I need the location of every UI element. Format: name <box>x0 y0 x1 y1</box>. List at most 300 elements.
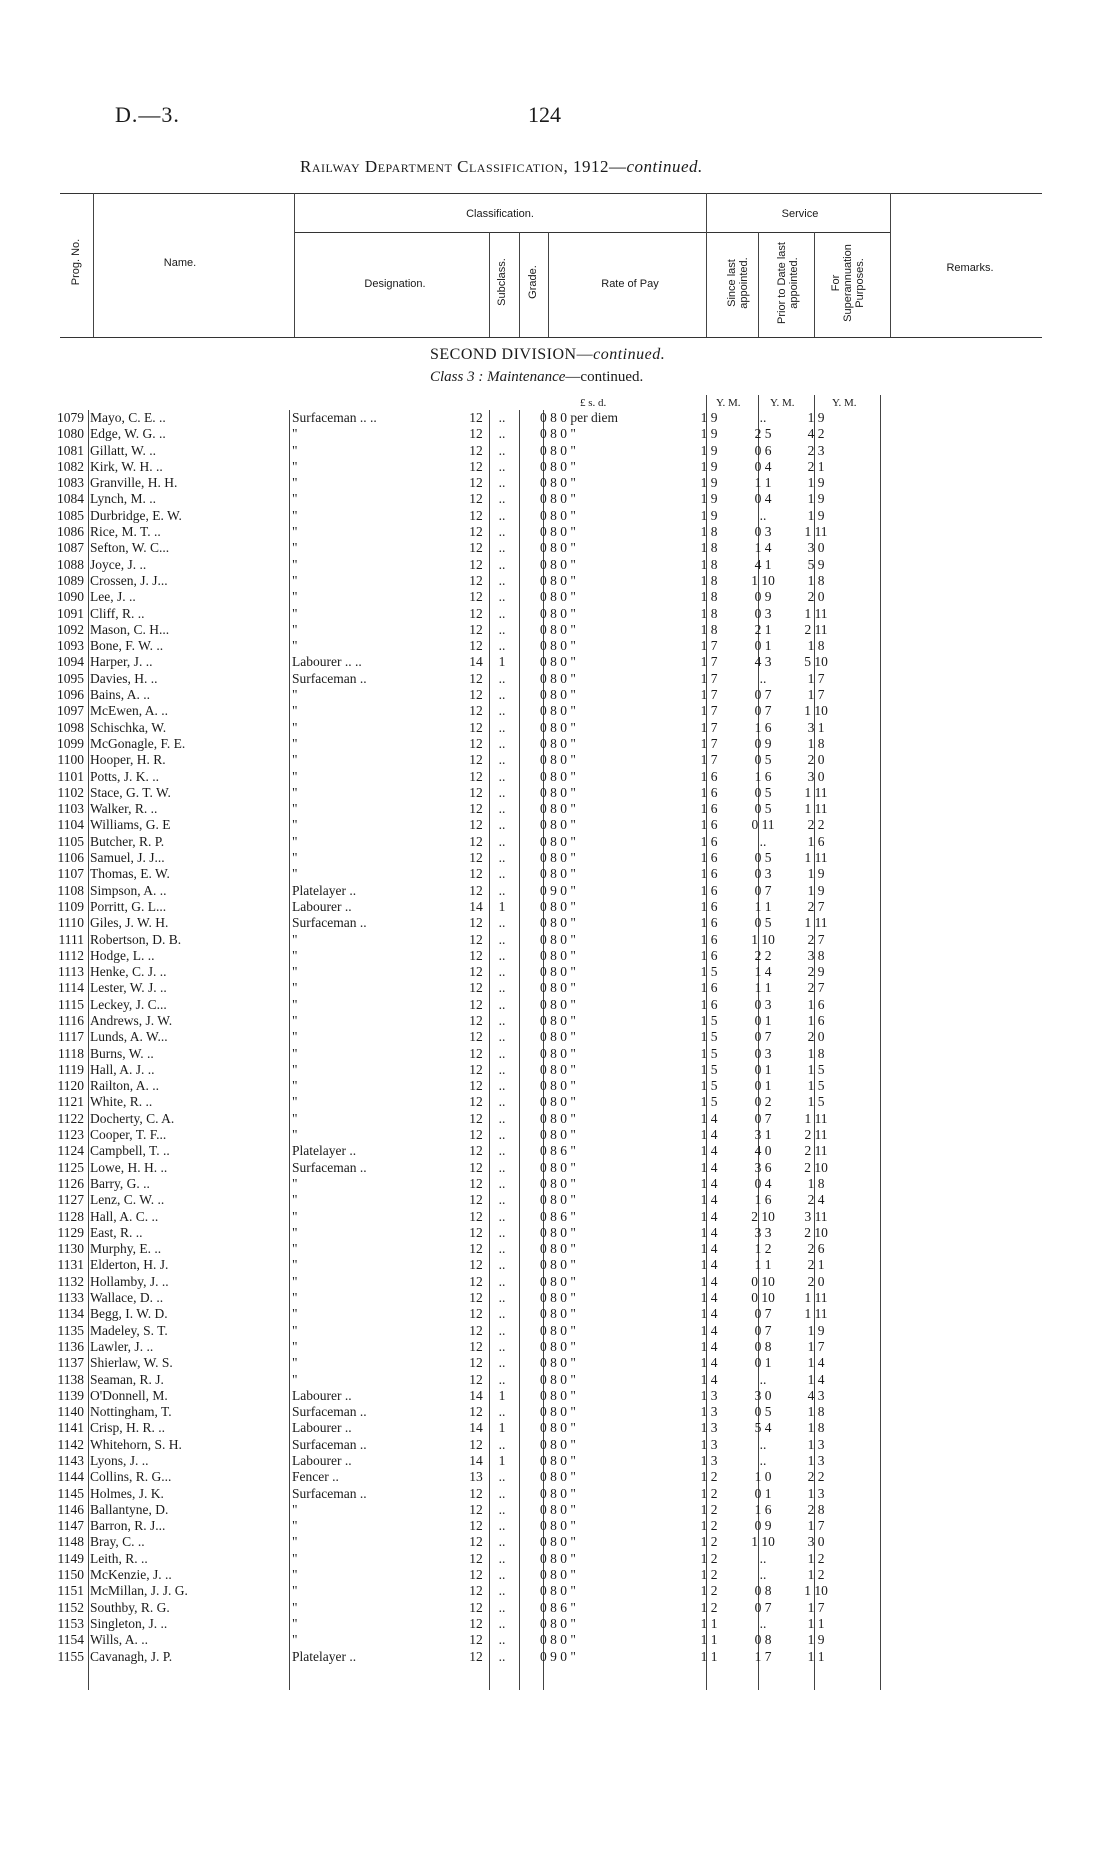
subclass: 12 <box>469 1583 483 1599</box>
superannuation-service: 1 1 <box>807 1648 825 1664</box>
rate-of-pay: 0 8 0 " <box>540 735 576 751</box>
designation: " <box>292 1257 298 1273</box>
table-row <box>40 769 841 785</box>
prior-to-date: 0 7 <box>754 703 772 719</box>
designation: " <box>292 752 298 768</box>
prior-to-date: .. <box>759 1436 767 1452</box>
prior-to-date: 0 5 <box>754 1404 772 1420</box>
designation: " <box>292 1632 298 1648</box>
since-last-appointed: 1 5 <box>700 1061 718 1077</box>
grade: .. <box>498 1518 506 1534</box>
subclass: 12 <box>469 1534 483 1550</box>
leader-gap <box>260 769 288 785</box>
table-row <box>40 540 841 556</box>
prior-to-date: 1 1 <box>754 980 772 996</box>
superannuation-service: 1 7 <box>807 687 825 703</box>
prior-to-date: 4 3 <box>754 654 772 670</box>
rate-of-pay: 0 8 0 " <box>540 1404 576 1420</box>
prog-number: 1143 <box>57 1453 84 1468</box>
since-last-appointed: 1 7 <box>700 719 718 735</box>
prior-to-date: 0 3 <box>754 524 772 540</box>
prior-to-date: .. <box>759 1567 767 1583</box>
col-grade: Grade. <box>527 265 539 299</box>
superannuation-service: 3 0 <box>807 540 825 556</box>
superannuation-service: 2 7 <box>807 898 825 914</box>
superannuation-service: 2 4 <box>807 1192 825 1208</box>
prog-number: 1089 <box>57 572 84 588</box>
table-row <box>40 1046 841 1062</box>
superannuation-service: 1 5 <box>807 1094 825 1110</box>
grade: .. <box>498 1404 506 1420</box>
superannuation-service: 2 2 <box>807 1469 825 1485</box>
grade: 1 <box>498 1453 506 1468</box>
superannuation-service: 2 10 <box>804 1224 828 1240</box>
grade: .. <box>498 931 506 947</box>
designation: " <box>292 784 298 800</box>
class-heading <box>430 369 643 386</box>
since-last-appointed: 1 4 <box>700 1273 718 1289</box>
prior-to-date: 0 10 <box>751 1290 775 1306</box>
designation: " <box>292 964 298 980</box>
table-row <box>40 785 841 801</box>
designation: " <box>292 996 298 1012</box>
subclass: 12 <box>469 1306 483 1322</box>
table-row <box>40 1437 841 1453</box>
prior-to-date: 0 5 <box>754 752 772 768</box>
designation: " <box>292 1322 298 1338</box>
employee-name: Henke, C. J. .. <box>90 964 167 980</box>
table-row <box>40 1469 841 1485</box>
subclass: 12 <box>469 1045 483 1061</box>
divider <box>814 232 815 337</box>
designation: Platelayer .. <box>292 882 357 898</box>
grade: .. <box>498 1290 506 1306</box>
since-last-appointed: 1 6 <box>700 931 718 947</box>
grade: .. <box>498 1469 506 1485</box>
table-row <box>40 573 841 589</box>
grade: .. <box>498 1094 506 1110</box>
designation: " <box>292 1110 298 1126</box>
rate-of-pay: 0 8 0 " <box>540 1387 576 1403</box>
rate-of-pay: 0 8 6 " <box>540 1208 576 1224</box>
designation: " <box>292 556 298 572</box>
body-rule <box>880 395 881 1690</box>
superannuation-service: 3 1 <box>807 719 825 735</box>
prog-number: 1137 <box>57 1355 84 1371</box>
leader-gap <box>260 1127 288 1143</box>
rate-of-pay: 0 8 0 " <box>540 589 576 605</box>
prog-number: 1135 <box>57 1322 84 1338</box>
subclass: 12 <box>469 1518 483 1534</box>
since-last-appointed: 1 4 <box>700 1257 718 1273</box>
superannuation-service: 1 11 <box>804 850 828 866</box>
divider <box>548 232 549 337</box>
prog-number: 1086 <box>57 524 84 540</box>
since-last-appointed: 1 8 <box>700 621 718 637</box>
prior-to-date: 0 9 <box>754 735 772 751</box>
rate-of-pay: 0 8 0 " <box>540 621 576 637</box>
leader-gap <box>260 443 288 459</box>
employee-name: McGonagle, F. E. <box>90 735 186 751</box>
prior-to-date: 3 1 <box>754 1127 772 1143</box>
leader-gap <box>260 1551 288 1567</box>
since-last-appointed: 1 2 <box>700 1485 718 1501</box>
superannuation-service: 1 5 <box>807 1078 825 1094</box>
table-row <box>40 1225 841 1241</box>
divider <box>890 193 891 337</box>
employee-name: Hollamby, J. .. <box>90 1273 169 1289</box>
employee-name: Granville, H. H. <box>90 475 178 491</box>
prior-to-date: 0 4 <box>754 458 772 474</box>
superannuation-service: 1 2 <box>807 1550 825 1566</box>
superannuation-service: 1 9 <box>807 866 825 882</box>
since-last-appointed: 1 5 <box>700 964 718 980</box>
prior-to-date: 0 5 <box>754 915 772 931</box>
designation: " <box>292 524 298 540</box>
employee-name: Barron, R. J... <box>90 1518 166 1534</box>
since-last-appointed: 1 2 <box>700 1501 718 1517</box>
rate-of-pay: 0 8 0 " <box>540 1518 576 1534</box>
table-row <box>40 1078 841 1094</box>
designation: " <box>292 817 298 833</box>
designation: Surfaceman .. .. <box>292 410 377 425</box>
designation: " <box>292 589 298 605</box>
superannuation-service: 2 0 <box>807 752 825 768</box>
rate-of-pay: 0 8 0 " <box>540 1453 576 1468</box>
subclass: 12 <box>469 1550 483 1566</box>
table-row <box>40 475 841 491</box>
prior-to-date: 1 0 <box>754 1469 772 1485</box>
prior-to-date: 1 10 <box>751 572 775 588</box>
subclass: 12 <box>469 475 483 491</box>
subclass: 12 <box>469 817 483 833</box>
leader-gap <box>260 899 288 915</box>
table-row <box>40 1339 841 1355</box>
table-row <box>40 1160 841 1176</box>
designation: " <box>292 1224 298 1240</box>
designation: " <box>292 540 298 556</box>
leader-gap <box>260 1323 288 1339</box>
designation: " <box>292 1061 298 1077</box>
rate-of-pay: 0 8 0 " <box>540 1469 576 1485</box>
prog-number: 1093 <box>57 638 84 654</box>
grade: .. <box>498 882 506 898</box>
grade: .. <box>498 752 506 768</box>
leader-gap <box>260 459 288 475</box>
since-last-appointed: 1 6 <box>700 801 718 817</box>
since-last-appointed: 1 6 <box>700 817 718 833</box>
rate-of-pay: 0 8 0 " <box>540 491 576 507</box>
employee-name: Durbridge, E. W. <box>90 507 182 523</box>
prior-to-date: 1 4 <box>754 540 772 556</box>
rate-of-pay: 0 8 0 " <box>540 670 576 686</box>
prog-number: 1155 <box>57 1648 84 1664</box>
table-row <box>40 883 841 899</box>
table-row <box>40 1029 841 1045</box>
prog-number: 1085 <box>57 507 84 523</box>
since-last-appointed: 1 1 <box>700 1615 718 1631</box>
since-last-appointed: 1 5 <box>700 1029 718 1045</box>
prior-to-date: 2 2 <box>754 947 772 963</box>
grade: .. <box>498 524 506 540</box>
prior-to-date: .. <box>759 1550 767 1566</box>
prog-number: 1105 <box>57 833 84 849</box>
employee-name: Walker, R. .. <box>90 801 158 817</box>
table-row <box>40 932 841 948</box>
since-last-appointed: 1 7 <box>700 735 718 751</box>
subclass: 12 <box>469 1012 483 1028</box>
table-row <box>40 1632 841 1648</box>
grade: .. <box>498 1322 506 1338</box>
grade: .. <box>498 1436 506 1452</box>
designation: " <box>292 980 298 996</box>
since-last-appointed: 1 4 <box>700 1322 718 1338</box>
header-bottom-rule <box>60 337 1042 338</box>
designation: " <box>292 1029 298 1045</box>
grade: .. <box>498 980 506 996</box>
superannuation-service: 1 11 <box>804 801 828 817</box>
since-last-appointed: 1 2 <box>700 1599 718 1615</box>
table-row <box>40 736 841 752</box>
superannuation-service: 2 0 <box>807 589 825 605</box>
designation: " <box>292 1175 298 1191</box>
designation: " <box>292 850 298 866</box>
prog-number: 1126 <box>57 1175 84 1191</box>
since-last-appointed: 1 6 <box>700 915 718 931</box>
employee-name: Potts, J. K. .. <box>90 768 160 784</box>
subclass: 12 <box>469 850 483 866</box>
grade: .. <box>498 589 506 605</box>
prior-to-date: 0 3 <box>754 996 772 1012</box>
divider <box>519 232 520 337</box>
designation: Labourer .. .. <box>292 654 362 670</box>
prog-number: 1139 <box>57 1387 84 1403</box>
superannuation-service: 1 3 <box>807 1485 825 1501</box>
since-last-appointed: 1 6 <box>700 996 718 1012</box>
subclass: 12 <box>469 1192 483 1208</box>
designation: " <box>292 703 298 719</box>
since-last-appointed: 1 8 <box>700 524 718 540</box>
since-last-appointed: 1 6 <box>700 784 718 800</box>
subclass: 12 <box>469 1615 483 1631</box>
prog-number: 1079 <box>57 410 84 425</box>
since-last-appointed: 1 6 <box>700 898 718 914</box>
leader-gap <box>260 1649 288 1665</box>
prog-number: 1121 <box>57 1094 84 1110</box>
class-label: Class 3 : <box>430 369 488 385</box>
leader-gap <box>260 1290 288 1306</box>
since-last-appointed: 1 8 <box>700 556 718 572</box>
superannuation-service: 1 9 <box>807 1322 825 1338</box>
employee-name: Barry, G. .. <box>90 1175 150 1191</box>
employee-name: Wallace, D. .. <box>90 1290 164 1306</box>
col-rate-of-pay: Rate of Pay <box>601 278 659 290</box>
divider <box>706 193 707 337</box>
rate-of-pay: 0 8 0 " <box>540 475 576 491</box>
employee-name: Hall, A. C. .. <box>90 1208 159 1224</box>
employee-name: Docherty, C. A. <box>90 1110 175 1126</box>
prior-to-date: 0 7 <box>754 1029 772 1045</box>
designation: " <box>292 1127 298 1143</box>
rate-of-pay: 0 8 0 " <box>540 1436 576 1452</box>
since-last-appointed: 1 4 <box>700 1127 718 1143</box>
prog-number: 1080 <box>57 426 84 442</box>
designation: " <box>292 1012 298 1028</box>
employee-name: Williams, G. E <box>90 817 171 833</box>
prior-to-date: 3 3 <box>754 1224 772 1240</box>
employee-name: Seaman, R. J. <box>90 1371 164 1387</box>
superannuation-service: 1 6 <box>807 833 825 849</box>
leader-gap <box>260 883 288 899</box>
prior-to-date: 0 5 <box>754 850 772 866</box>
prog-number: 1113 <box>58 964 84 980</box>
superannuation-service: 1 7 <box>807 1518 825 1534</box>
employee-name: Edge, W. G. .. <box>90 426 166 442</box>
since-last-appointed: 1 9 <box>700 475 718 491</box>
employee-name: McMillan, J. J. G. <box>90 1583 188 1599</box>
grade: .. <box>498 638 506 654</box>
employee-name: Harper, J. .. <box>90 654 153 670</box>
superannuation-service: 2 11 <box>804 1143 828 1159</box>
rate-of-pay: 0 8 0 " <box>540 1175 576 1191</box>
since-last-appointed: 1 2 <box>700 1550 718 1566</box>
designation: " <box>292 947 298 963</box>
superannuation-service: 1 7 <box>807 670 825 686</box>
employee-name: Robertson, D. B. <box>90 931 182 947</box>
superannuation-service: 3 11 <box>804 1208 828 1224</box>
superannuation-service: 4 3 <box>807 1387 825 1403</box>
prog-number: 1112 <box>58 947 84 963</box>
prior-to-date: .. <box>759 410 767 425</box>
prog-number: 1100 <box>57 752 84 768</box>
rate-of-pay: 0 8 0 " <box>540 1029 576 1045</box>
grade: .. <box>498 784 506 800</box>
employee-name: Mason, C. H... <box>90 621 170 637</box>
grade: .. <box>498 1012 506 1028</box>
prog-number: 1133 <box>57 1290 84 1306</box>
designation: Fencer .. <box>292 1469 339 1485</box>
employee-name: Samuel, J. J... <box>90 850 165 866</box>
subclass: 12 <box>469 1436 483 1452</box>
employee-name: Lunds, A. W... <box>90 1029 168 1045</box>
grade: .. <box>498 687 506 703</box>
superannuation-service: 1 1 <box>807 1615 825 1631</box>
prior-to-date: 0 1 <box>754 1061 772 1077</box>
employee-name: Bone, F. W. .. <box>90 638 164 654</box>
since-last-appointed: 1 9 <box>700 491 718 507</box>
grade: .. <box>498 605 506 621</box>
subclass: 12 <box>469 426 483 442</box>
table-row <box>40 1372 841 1388</box>
designation: " <box>292 735 298 751</box>
superannuation-service: 4 2 <box>807 426 825 442</box>
subclass: 12 <box>469 540 483 556</box>
prior-to-date: 0 1 <box>754 1078 772 1094</box>
since-last-appointed: 1 7 <box>700 687 718 703</box>
designation: " <box>292 475 298 491</box>
grade: .. <box>498 1175 506 1191</box>
rate-of-pay: 0 8 0 " <box>540 866 576 882</box>
since-last-appointed: 1 5 <box>700 1094 718 1110</box>
prog-number: 1116 <box>58 1012 84 1028</box>
grade: .. <box>498 1257 506 1273</box>
table-row <box>40 1290 841 1306</box>
table-row <box>40 1192 841 1208</box>
leader-gap <box>260 671 288 687</box>
leader-gap <box>260 1567 288 1583</box>
prior-to-date: 0 4 <box>754 1175 772 1191</box>
leader-gap <box>260 524 288 540</box>
table-row <box>40 1209 841 1225</box>
superannuation-service: 1 5 <box>807 1061 825 1077</box>
subclass: 12 <box>469 1061 483 1077</box>
prior-to-date: 0 11 <box>751 817 775 833</box>
subclass: 12 <box>469 442 483 458</box>
prog-number: 1145 <box>57 1485 84 1501</box>
prior-to-date: 4 0 <box>754 1143 772 1159</box>
superannuation-service: 1 9 <box>807 882 825 898</box>
employee-name: Nottingham, T. <box>90 1404 172 1420</box>
subclass: 12 <box>469 638 483 654</box>
employee-name: Collins, R. G... <box>90 1469 172 1485</box>
leader-gap <box>260 606 288 622</box>
prog-number: 1096 <box>57 687 84 703</box>
rate-of-pay: 0 8 0 " <box>540 833 576 849</box>
leader-gap <box>260 1176 288 1192</box>
subclass: 12 <box>469 1338 483 1354</box>
prog-number: 1138 <box>57 1371 84 1387</box>
division-suffix: continued. <box>593 346 666 363</box>
leader-gap <box>260 850 288 866</box>
employee-name: Wills, A. .. <box>90 1632 148 1648</box>
superannuation-service: 1 11 <box>804 784 828 800</box>
designation: " <box>292 1094 298 1110</box>
employee-name: Stace, G. T. W. <box>90 784 171 800</box>
grade: .. <box>498 1127 506 1143</box>
leader-gap <box>260 997 288 1013</box>
table-row <box>40 1355 841 1371</box>
rate-of-pay: 0 8 0 " <box>540 1338 576 1354</box>
designation: " <box>292 719 298 735</box>
subclass: 12 <box>469 1175 483 1191</box>
leader-gap <box>260 1143 288 1159</box>
superannuation-service: 1 4 <box>807 1355 825 1371</box>
table-row <box>40 1176 841 1192</box>
employee-name: Elderton, H. J. <box>90 1257 169 1273</box>
superannuation-service: 1 2 <box>807 1567 825 1583</box>
prog-number: 1142 <box>57 1436 84 1452</box>
designation: Surfaceman .. <box>292 1404 367 1420</box>
rate-of-pay: 0 8 0 " <box>540 1094 576 1110</box>
subclass: 12 <box>469 915 483 931</box>
prior-to-date: 1 1 <box>754 898 772 914</box>
prior-to-date: 2 10 <box>751 1208 775 1224</box>
since-last-appointed: 1 8 <box>700 572 718 588</box>
rate-of-pay: 0 8 0 " <box>540 1012 576 1028</box>
employee-name: Leith, R. .. <box>90 1550 148 1566</box>
since-last-appointed: 1 6 <box>700 866 718 882</box>
prog-number: 1147 <box>57 1518 84 1534</box>
prog-number: 1120 <box>57 1078 84 1094</box>
leader-gap <box>260 1241 288 1257</box>
grade: .. <box>498 817 506 833</box>
subclass: 12 <box>469 1273 483 1289</box>
since-last-appointed: 1 6 <box>700 768 718 784</box>
grade: .. <box>498 915 506 931</box>
grade: .. <box>498 1583 506 1599</box>
designation: Surfaceman .. <box>292 1485 367 1501</box>
grade: .. <box>498 1355 506 1371</box>
